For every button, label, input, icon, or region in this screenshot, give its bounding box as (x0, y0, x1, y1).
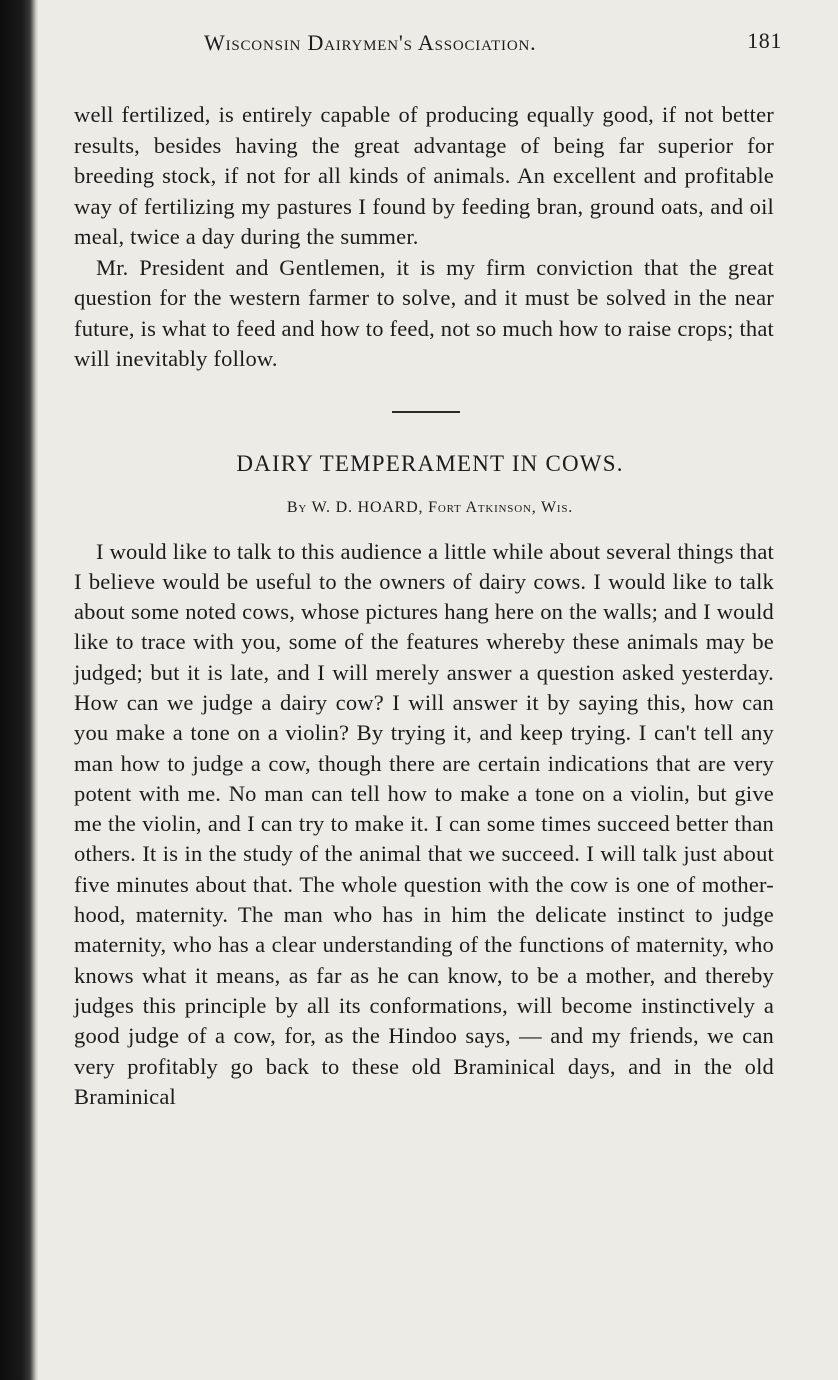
book-page (74, 22, 782, 1112)
continued-text (74, 100, 774, 375)
book-spine-shadow (0, 0, 38, 1380)
continued-paragraph-2: Mr. President and Gentlemen, it is my firm conviction that the great question for the western farmer to solve, and it must be solved in the near future, is what to feed and how to feed, not so much how to raise crops; that will inevitably follow. (74, 254, 774, 371)
section-divider (392, 411, 460, 413)
article-paragraph-1: I would like to talk to this audience a little while about several things that I believe would be useful to the owners of dairy cows. I would like to talk about some noted cows, whose pictures hang here on the walls; and I would like to trace with you, some of the features whereby these animals may be judged; but it is late, and I will merely answer a question asked yesterday. How can we judge a dairy cow? I will answer it by saying this, how can you make a tone on a violin? By trying it, and keep trying. I can't tell any man how to judge a cow, though there are certain indications that are very potent with me. No man can tell how to make a tone on a violin, but give me the violin, and I can try to make it. I can some times succeed better than others. It is in the study of the animal that we succeed. I will talk just about five minutes about that. The whole question with the cow is one of mother-hood, maternity. The man who has in him the delicate instinct to judge maternity, who has a clear understanding of the functions of maternity, who knows what it means, as far as he can know, to be a mother, and thereby judges this principle by all its conformations, will become instinctively a good judge of a cow, for, as the Hindoo says, — and my friends, we can very profitably go back to these old Braminical days, and in the old Braminical (74, 538, 774, 1109)
running-head (74, 22, 782, 62)
article-body (74, 537, 774, 1113)
page-number: 181 (747, 28, 782, 53)
running-head-title: Wisconsin Dairymen's Association. (204, 30, 537, 55)
byline-author: W. D. HOARD, (311, 498, 424, 516)
continued-paragraph-1: well fertilized, is entirely capable of producing equally good, if not better results, besides having the great advantage of being far superior for breeding stock, if not for all kinds of animals. An excellent and profitable way of fertilizing my pastures I found by feeding bran, ground oats, and oil meal, twice a day during the summer. (74, 102, 774, 249)
byline-prefix: By (286, 498, 308, 516)
article-title: DAIRY TEMPERAMENT IN COWS. (236, 450, 624, 476)
byline-place: Fort Atkinson, Wis. (428, 498, 574, 516)
article-byline (74, 499, 774, 517)
